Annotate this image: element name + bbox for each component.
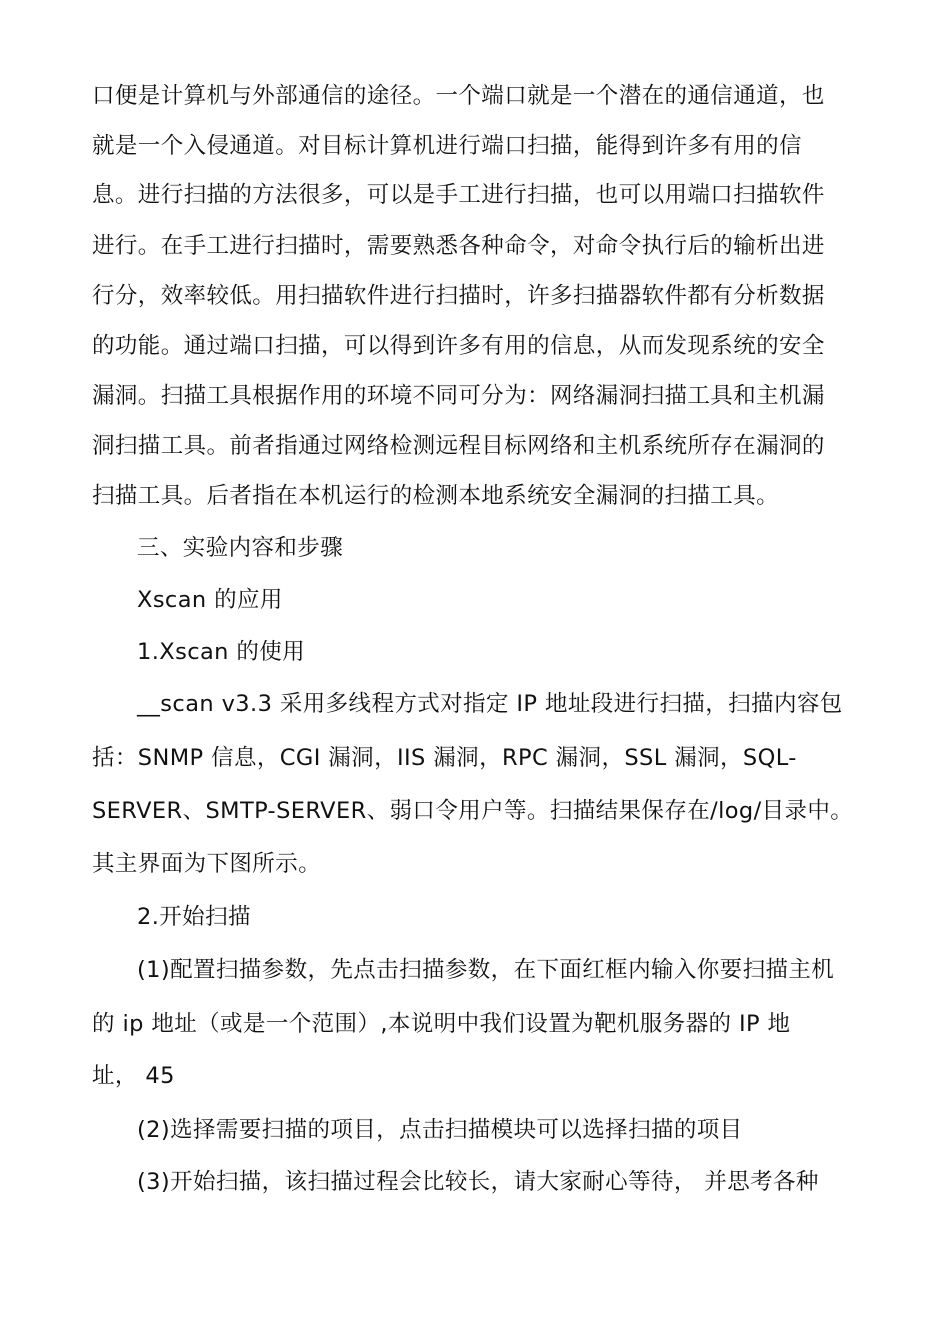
paragraph-line: 进行。在手工进行扫描时，需要熟悉各种命令，对命令执行后的输析出进 bbox=[92, 233, 825, 259]
paragraph-line: (1)配置扫描参数，先点击扫描参数，在下面红框内输入你要扫描主机 bbox=[137, 957, 835, 983]
paragraph-line: 漏洞。扫描工具根据作用的环境不同可分为：网络漏洞扫描工具和主机漏 bbox=[92, 383, 825, 409]
paragraph-line: (3)开始扫描，该扫描过程会比较长，请大家耐心等待， 并思考各种 bbox=[137, 1169, 819, 1195]
paragraph-line: 口便是计算机与外部通信的途径。一个端口就是一个潜在的通信通道，也 bbox=[92, 83, 825, 109]
paragraph-line: __scan v3.3 采用多线程方式对指定 IP 地址段进行扫描，扫描内容包 bbox=[137, 691, 843, 717]
paragraph-line: 洞扫描工具。前者指通过网络检测远程目标网络和主机系统所存在漏洞的 bbox=[92, 433, 825, 459]
paragraph-line: 的 ip 地址（或是一个范围）,本说明中我们设置为靶机服务器的 IP 地 bbox=[92, 1011, 791, 1037]
paragraph-line: (2)选择需要扫描的项目，点击扫描模块可以选择扫描的项目 bbox=[137, 1117, 743, 1143]
paragraph-line: 括：SNMP 信息，CGI 漏洞，IIS 漏洞，RPC 漏洞，SSL 漏洞，SQL- bbox=[92, 745, 797, 771]
subsection-heading: 1.Xscan 的使用 bbox=[137, 639, 306, 665]
paragraph-line: SERVER、SMTP-SERVER、弱口令用户等。扫描结果保存在/log/目录中。 bbox=[92, 798, 854, 824]
paragraph-line: 址， 45 bbox=[92, 1063, 175, 1089]
paragraph-line: 行分，效率较低。用扫描软件进行扫描时，许多扫描器软件都有分析数据 bbox=[92, 283, 825, 309]
subsection-heading: Xscan 的应用 bbox=[137, 587, 283, 613]
paragraph-line: 其主界面为下图所示。 bbox=[92, 851, 322, 877]
paragraph-line: 扫描工具。后者指在本机运行的检测本地系统安全漏洞的扫描工具。 bbox=[92, 483, 780, 509]
paragraph-line: 的功能。通过端口扫描，可以得到许多有用的信息，从而发现系统的安全 bbox=[92, 333, 825, 359]
paragraph-line: 息。进行扫描的方法很多，可以是手工进行扫描，也可以用端口扫描软件 bbox=[92, 182, 825, 208]
subsection-heading: 2.开始扫描 bbox=[137, 904, 251, 930]
section-heading: 三、实验内容和步骤 bbox=[137, 535, 344, 561]
paragraph-line: 就是一个入侵通道。对目标计算机进行端口扫描，能得到许多有用的信 bbox=[92, 133, 802, 159]
